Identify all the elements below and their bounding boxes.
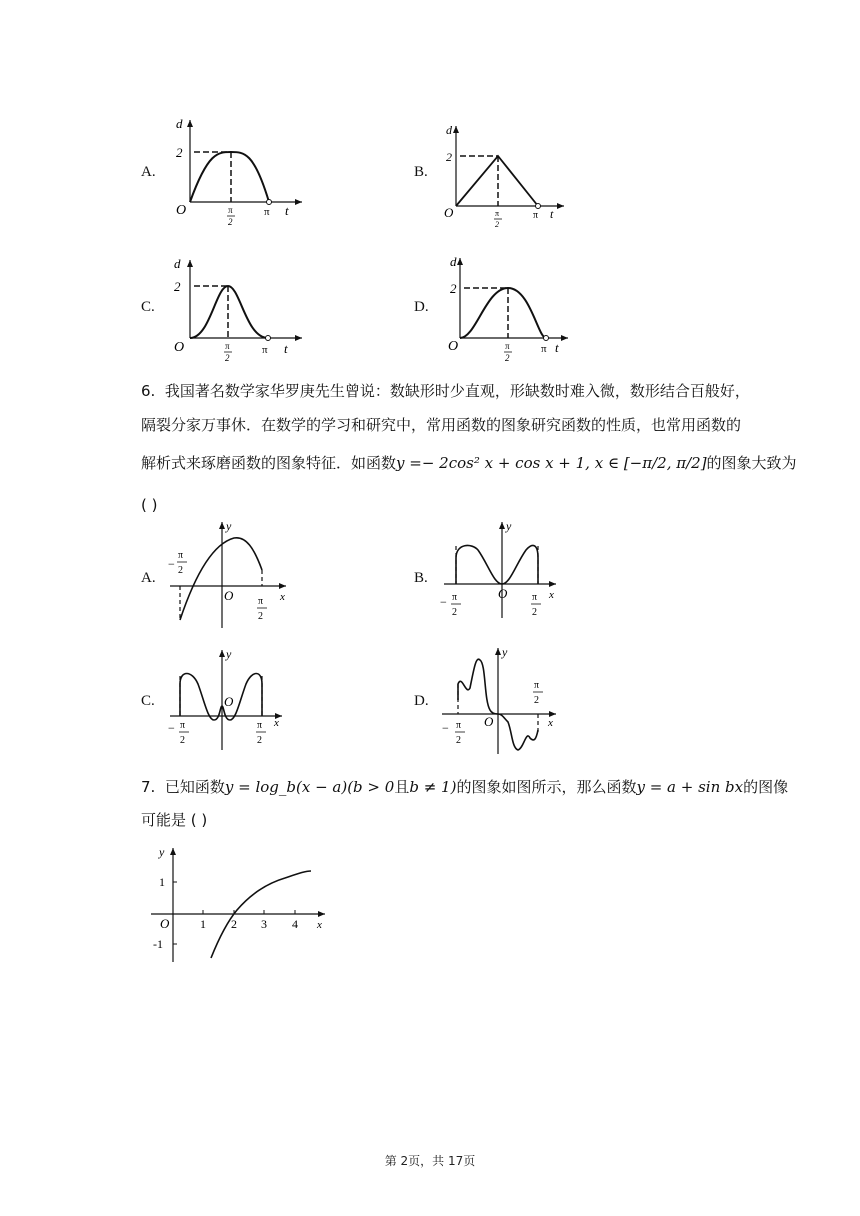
tick-x-2: 2 <box>231 917 237 931</box>
tick-pi: π <box>541 343 547 355</box>
tick-pi-den: 2 <box>225 353 230 362</box>
tick-x-1: 1 <box>200 917 206 931</box>
axis-label-t: t <box>550 207 554 221</box>
tick-den: 2 <box>532 607 537 618</box>
q7-text-d: 的图像 <box>743 778 789 796</box>
tick-minus: − <box>440 595 447 609</box>
tick-pi-den: 2 <box>505 353 510 362</box>
question-number: 6. <box>141 382 156 400</box>
q6-option-c-label: C. <box>141 693 155 709</box>
q6-text-3-tail: 的图象大致为 <box>706 454 797 472</box>
tick-minus: − <box>442 721 449 735</box>
q6-option-a-label: A. <box>141 570 156 586</box>
q6-line-3 <box>141 446 821 480</box>
tick-minus: − <box>168 721 175 735</box>
tick-pi: π <box>456 720 462 731</box>
axis-label-y: y <box>502 645 508 659</box>
tick-den: 2 <box>452 607 457 618</box>
axis-label-y: y <box>226 647 232 661</box>
page-footer: 第 2页，共 17页 <box>384 1154 476 1168</box>
origin-label: O <box>224 694 234 709</box>
q7-formula-2: b ≠ 1) <box>409 778 457 796</box>
q7-line-1 <box>141 770 841 804</box>
tick-2: 2 <box>446 150 452 164</box>
tick-pi-num: π <box>505 341 510 351</box>
axis-label-x: x <box>274 717 279 729</box>
q5-graph-b <box>440 118 570 230</box>
q5-option-b-label: B. <box>414 164 428 180</box>
q7-formula-1: y = log_b(x − a)(b > 0 <box>224 778 395 796</box>
q5-graph-a <box>168 112 308 230</box>
axis-label-y: y <box>226 519 232 533</box>
origin-label: O <box>160 916 170 931</box>
tick-den: 2 <box>180 735 185 746</box>
tick-pi: π <box>178 550 184 561</box>
q6-graph-d <box>436 644 566 756</box>
q7-formula-3: y = a + sin bx <box>636 778 744 796</box>
axis-label-x: x <box>280 591 285 603</box>
q7-text-c: 的图象如图所示，那么函数 <box>456 778 637 796</box>
q6-graph-c <box>164 644 294 750</box>
tick-den: 2 <box>534 695 539 706</box>
tick-pi: π <box>452 592 458 603</box>
q6-line-2: 隔裂分家万事休．在数学的学习和研究中，常用函数的图象研究函数的性质，也常用函数的 <box>141 416 742 434</box>
tick-2: 2 <box>450 281 457 296</box>
axis-label-d: d <box>174 256 181 271</box>
q7-text-b: 且 <box>394 778 410 796</box>
tick-y-neg-1: -1 <box>153 937 163 951</box>
origin-label: O <box>484 714 494 729</box>
axis-label-t: t <box>285 203 289 218</box>
q6-text-3: 解析式来琢磨函数的图象特征．如函数 <box>141 454 397 472</box>
tick-y-1: 1 <box>159 875 165 889</box>
tick-den: 2 <box>456 735 461 746</box>
tick-pi: π <box>262 344 268 356</box>
tick-pi-num: π <box>495 209 500 218</box>
q5-graph-c <box>168 250 308 362</box>
tick-2: 2 <box>176 145 183 160</box>
tick-pi: π <box>264 206 270 218</box>
tick-pi-den: 2 <box>228 217 233 227</box>
origin-label: O <box>444 205 454 220</box>
q5-option-c-label: C. <box>141 299 155 315</box>
question-number: 7. <box>141 778 156 796</box>
q7-text-a: 已知函数 <box>164 778 225 796</box>
q7-graph <box>145 842 335 966</box>
q5-graph-d <box>440 250 575 362</box>
q5-option-d-label: D. <box>414 299 429 315</box>
origin-label: O <box>498 586 508 601</box>
origin-label: O <box>176 203 187 218</box>
axis-label-y: y <box>506 519 512 533</box>
axis-label-x: x <box>548 717 553 729</box>
axis-label-d: d <box>176 116 183 131</box>
q6-graph-a <box>164 518 294 630</box>
tick-pi: π <box>258 596 264 607</box>
axis-label-t: t <box>555 340 559 355</box>
axis-label-x: x <box>549 589 554 601</box>
tick-pi-num: π <box>225 341 230 351</box>
origin-label: O <box>174 340 185 355</box>
tick-den: 2 <box>178 565 183 576</box>
tick-pi-den: 2 <box>495 220 499 229</box>
origin-label: O <box>448 339 459 354</box>
q6-formula: y =− 2cos² x + cos x + 1, x ∈ [−π/2, π/2] <box>396 454 707 472</box>
q6-option-b-label: B. <box>414 570 428 586</box>
axis-label-d: d <box>446 123 452 137</box>
axis-label-d: d <box>450 254 457 269</box>
tick-minus: − <box>168 557 175 571</box>
tick-pi: π <box>534 680 540 691</box>
tick-pi: π <box>257 720 263 731</box>
tick-x-3: 3 <box>261 917 267 931</box>
tick-den: 2 <box>258 611 263 622</box>
tick-2: 2 <box>174 279 181 294</box>
tick-den: 2 <box>257 735 262 746</box>
q7-line-2: 可能是 ( ) <box>141 811 208 829</box>
q6-graph-b <box>436 518 566 622</box>
q6-answer-bracket: ( ) <box>141 496 158 514</box>
tick-pi-num: π <box>228 205 233 215</box>
origin-label: O <box>224 588 234 603</box>
tick-pi: π <box>180 720 186 731</box>
tick-pi: π <box>533 210 539 221</box>
axis-label-t: t <box>284 341 288 356</box>
q6-option-d-label: D. <box>414 693 429 709</box>
q6-text-1: 我国著名数学家华罗庚先生曾说：数缺形时少直观，形缺数时难入微，数形结合百般好， <box>164 382 750 400</box>
axis-label-y: y <box>159 845 165 859</box>
tick-x-4: 4 <box>292 917 298 931</box>
q6-line-1 <box>141 374 821 408</box>
axis-label-x: x <box>317 919 322 931</box>
tick-pi: π <box>532 592 538 603</box>
q5-option-a-label: A. <box>141 164 156 180</box>
